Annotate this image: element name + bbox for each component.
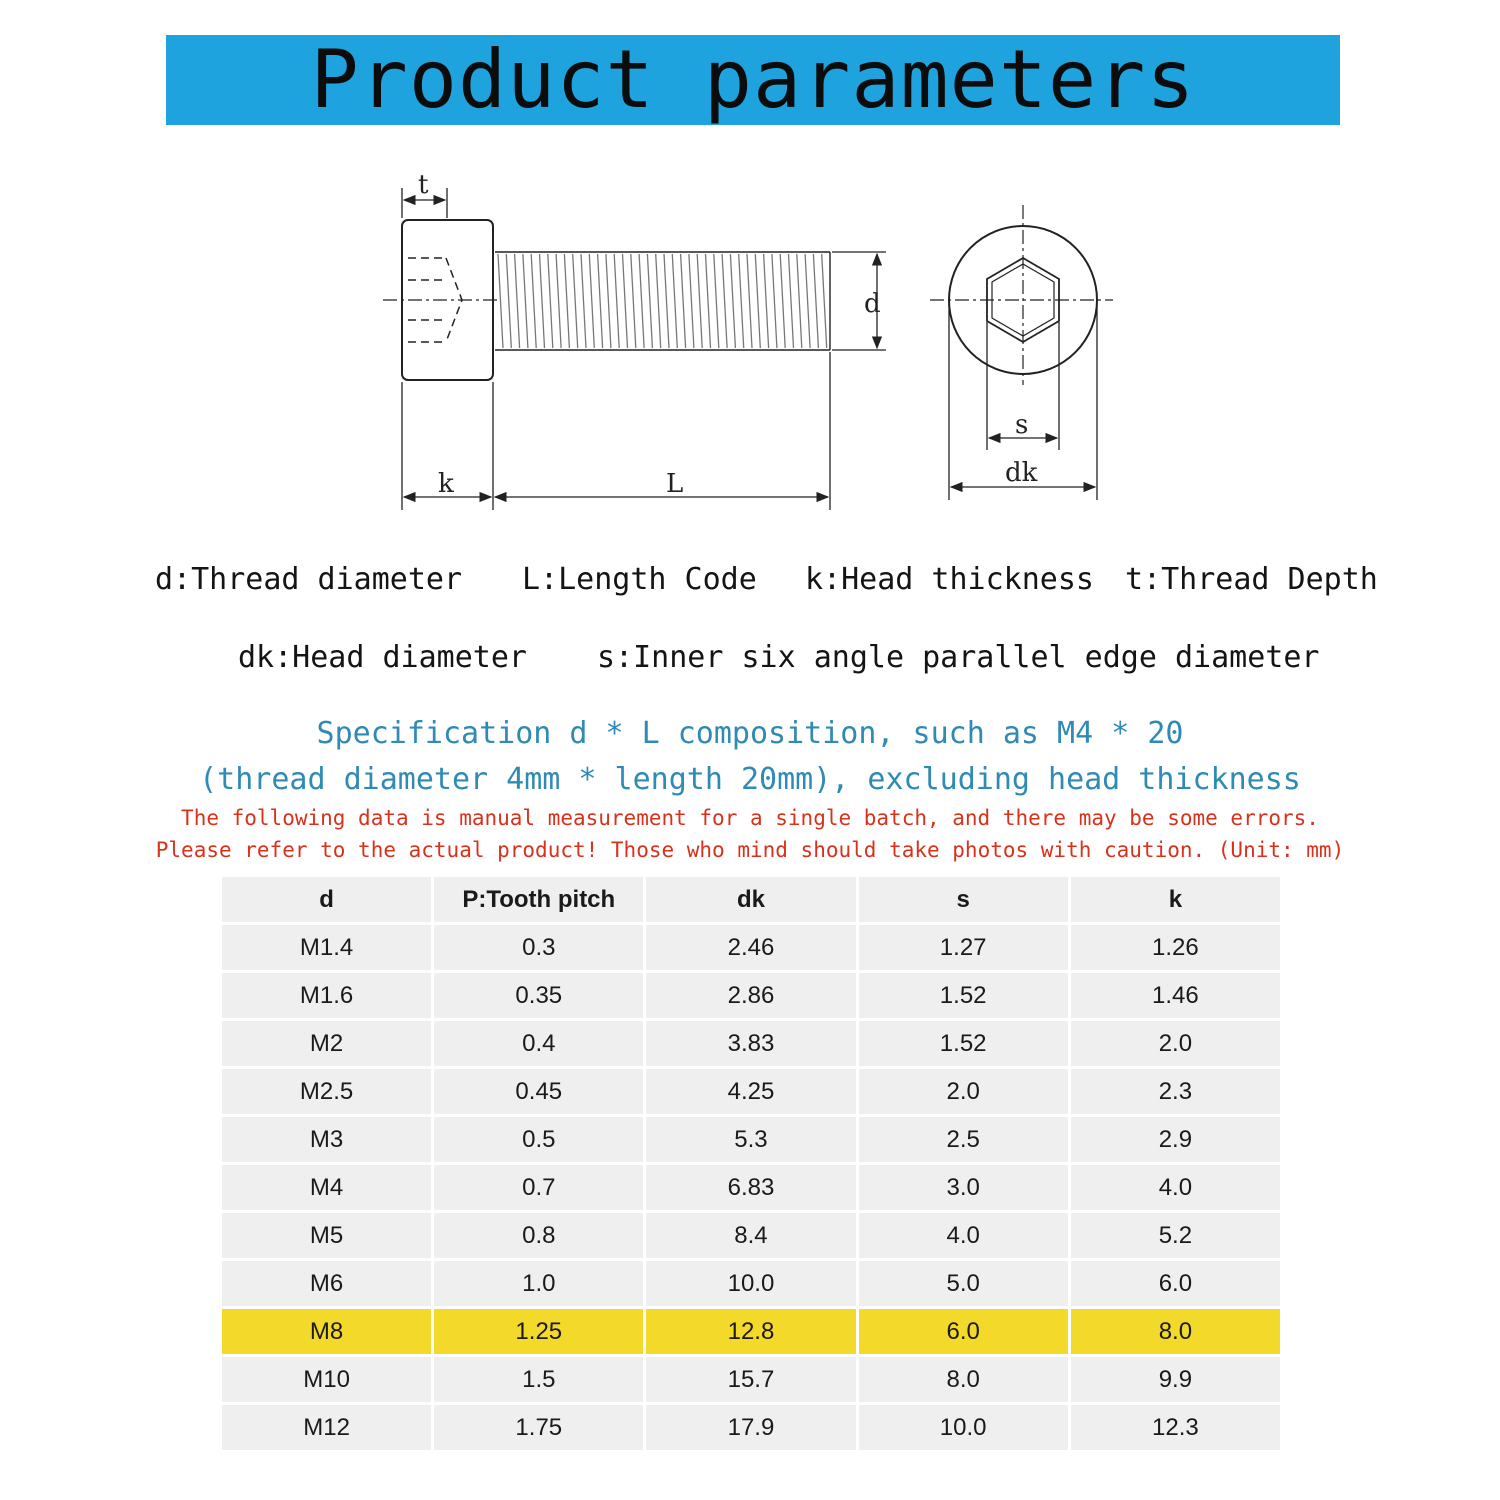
table-row [222, 1261, 1280, 1306]
thread-line [805, 254, 810, 348]
note-line-2: Please refer to the actual product! Those who mind should take photos with caution. (Unit: mm) [155, 838, 1345, 862]
table-cell: 10.0 [859, 1405, 1068, 1450]
thread-line [822, 254, 827, 348]
thread-line [631, 254, 636, 348]
thread-line [789, 254, 794, 348]
table-cell: 12.3 [1071, 1405, 1280, 1450]
table-cell: 8.4 [646, 1213, 855, 1258]
thread-line [689, 254, 694, 348]
table-cell: 0.5 [434, 1117, 643, 1162]
thread-line [556, 254, 561, 348]
thread-line [589, 254, 594, 348]
table-cell: 1.46 [1071, 973, 1280, 1018]
table-cell: 2.5 [859, 1117, 1068, 1162]
thread-line [623, 254, 628, 348]
spec-line-2: (thread diameter 4mm * length 20mm), excluding head thickness [199, 762, 1301, 797]
screw-threads [495, 252, 830, 350]
table-cell: 15.7 [646, 1357, 855, 1402]
thread-line [780, 254, 785, 348]
table-cell: 4.0 [859, 1213, 1068, 1258]
label-d: d [864, 289, 881, 319]
table-cell: 9.9 [1071, 1357, 1280, 1402]
table-cell: 0.45 [434, 1069, 643, 1114]
table-row [222, 1021, 1280, 1066]
parameters-table [219, 874, 1283, 1453]
label-s: s [1015, 410, 1029, 440]
thread-line [664, 254, 669, 348]
table-cell: 2.3 [1071, 1069, 1280, 1114]
thread-line [747, 254, 752, 348]
thread-line [722, 254, 727, 348]
table-row [222, 1117, 1280, 1162]
table-cell: M2 [222, 1021, 431, 1066]
label-dk: dk [1005, 458, 1038, 488]
table-cell: M2.5 [222, 1069, 431, 1114]
table-row [222, 1069, 1280, 1114]
thread-line [714, 254, 719, 348]
legend-k: k:Head thickness [805, 562, 1094, 597]
table-cell: 5.3 [646, 1117, 855, 1162]
table-row [222, 1357, 1280, 1402]
table-cell: 3.0 [859, 1165, 1068, 1210]
table-cell: 12.8 [646, 1309, 855, 1354]
table-cell: 8.0 [1071, 1309, 1280, 1354]
table-cell: 2.46 [646, 925, 855, 970]
table-row [222, 1213, 1280, 1258]
table-cell: 6.83 [646, 1165, 855, 1210]
table-cell: 6.0 [859, 1309, 1068, 1354]
table-cell: 1.27 [859, 925, 1068, 970]
legend-L: L:Length Code [522, 562, 757, 597]
column-header: s [859, 877, 1068, 922]
table-cell: 1.52 [859, 973, 1068, 1018]
page-title: Product parameters [310, 33, 1196, 126]
table-cell: 0.35 [434, 973, 643, 1018]
table-cell: 2.0 [1071, 1021, 1280, 1066]
thread-line [564, 254, 569, 348]
table-cell: 0.3 [434, 925, 643, 970]
thread-line [523, 254, 528, 348]
thread-line [697, 254, 702, 348]
table-cell: M3 [222, 1117, 431, 1162]
table-cell: 5.0 [859, 1261, 1068, 1306]
legend-d: d:Thread diameter [155, 562, 463, 597]
thread-line [506, 254, 511, 348]
table-cell: M1.4 [222, 925, 431, 970]
thread-line [614, 254, 619, 348]
table-cell: 3.83 [646, 1021, 855, 1066]
thread-line [797, 254, 802, 348]
table-cell: 1.0 [434, 1261, 643, 1306]
table-row [222, 973, 1280, 1018]
table-cell: 0.4 [434, 1021, 643, 1066]
thread-line [548, 254, 553, 348]
table-cell: 5.2 [1071, 1213, 1280, 1258]
thread-line [531, 254, 536, 348]
table-cell: 2.9 [1071, 1117, 1280, 1162]
table-cell: 1.5 [434, 1357, 643, 1402]
column-header: d [222, 877, 431, 922]
screw-end-view [930, 205, 1113, 500]
table-cell: M5 [222, 1213, 431, 1258]
table-cell: M6 [222, 1261, 431, 1306]
table-cell: 8.0 [859, 1357, 1068, 1402]
table-cell: M12 [222, 1405, 431, 1450]
table-cell: M10 [222, 1357, 431, 1402]
thread-line [598, 254, 603, 348]
table-cell: M1.6 [222, 973, 431, 1018]
table-row [222, 1309, 1280, 1354]
thread-line [639, 254, 644, 348]
table-cell: 1.52 [859, 1021, 1068, 1066]
table-cell: 1.26 [1071, 925, 1280, 970]
table-cell: 1.75 [434, 1405, 643, 1450]
table-cell: 6.0 [1071, 1261, 1280, 1306]
table-row [222, 1405, 1280, 1450]
thread-line [515, 254, 520, 348]
table-cell: 17.9 [646, 1405, 855, 1450]
thread-line [581, 254, 586, 348]
thread-line [656, 254, 661, 348]
column-header: dk [646, 877, 855, 922]
table-cell: 10.0 [646, 1261, 855, 1306]
table-header-row [222, 877, 1280, 922]
legend-dk: dk:Head diameter [238, 640, 527, 675]
spec-line-1: Specification d * L composition, such as M4 * 20 [316, 716, 1184, 751]
thread-line [498, 254, 503, 348]
thread-line [606, 254, 611, 348]
legend-t: t:Thread Depth [1125, 562, 1378, 597]
thread-line [647, 254, 652, 348]
screw-diagram [0, 160, 1500, 530]
thread-line [540, 254, 545, 348]
table-cell: 0.8 [434, 1213, 643, 1258]
table-cell: 0.7 [434, 1165, 643, 1210]
title-banner [166, 35, 1340, 125]
table-row [222, 1165, 1280, 1210]
table-row [222, 925, 1280, 970]
thread-line [739, 254, 744, 348]
table-cell: M4 [222, 1165, 431, 1210]
thread-line [813, 254, 818, 348]
thread-line [764, 254, 769, 348]
thread-line [672, 254, 677, 348]
thread-line [573, 254, 578, 348]
note-line-1: The following data is manual measurement for a single batch, and there may be some errors. [181, 806, 1319, 830]
table-cell: M8 [222, 1309, 431, 1354]
table-cell: 2.0 [859, 1069, 1068, 1114]
column-header: P:Tooth pitch [434, 877, 643, 922]
thread-line [755, 254, 760, 348]
table-cell: 2.86 [646, 973, 855, 1018]
column-header: k [1071, 877, 1280, 922]
legend-s: s:Inner six angle parallel edge diameter [597, 640, 1320, 675]
table-cell: 4.0 [1071, 1165, 1280, 1210]
label-k: k [438, 469, 454, 499]
thread-line [681, 254, 686, 348]
table-cell: 4.25 [646, 1069, 855, 1114]
screw-side-view [383, 188, 886, 510]
label-t: t [418, 170, 429, 200]
table-cell: 1.25 [434, 1309, 643, 1354]
thread-line [730, 254, 735, 348]
label-L: L [666, 469, 684, 499]
thread-line [772, 254, 777, 348]
thread-line [706, 254, 711, 348]
